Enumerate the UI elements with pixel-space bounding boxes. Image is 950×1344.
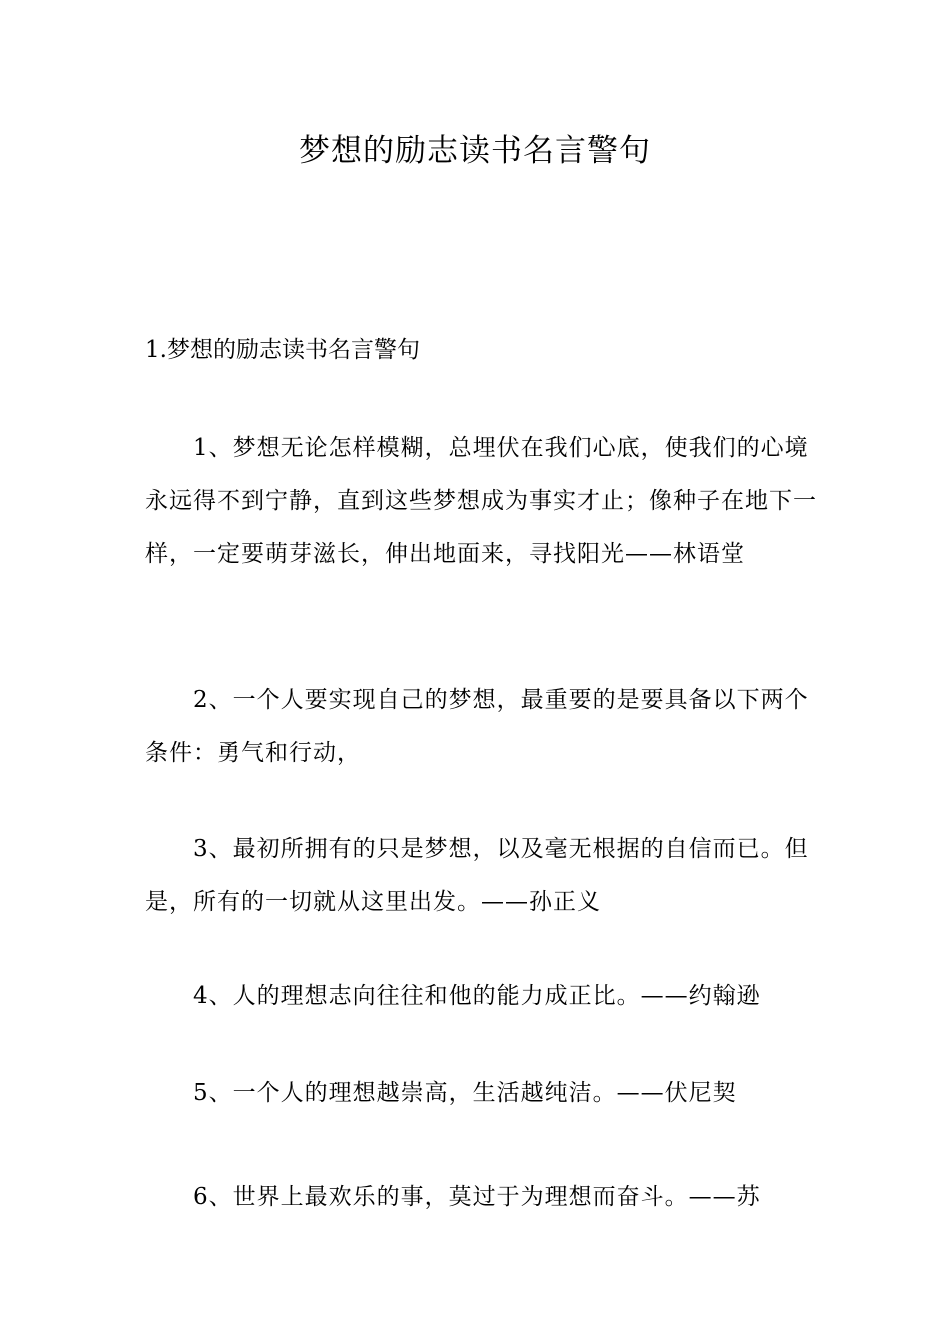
- document-title: 梦想的励志读书名言警句: [299, 133, 651, 169]
- quote-paragraph-2: 2、一个人要实现自己的梦想，最重要的是要具备以下两个条件：勇气和行动，: [145, 687, 809, 766]
- quote-paragraph-1: 1、梦想无论怎样模糊，总埋伏在我们心底，使我们的心境永远得不到宁静，直到这些梦想成为事实才止；像种子在地下一样，一定要萌芽滋长，伸出地面来，寻找阳光——林语堂: [145, 435, 817, 567]
- quote-paragraph-4: 4、人的理想志向往往和他的能力成正比。——约翰逊: [193, 983, 761, 1009]
- quote-paragraph-5: 5、一个人的理想越崇高，生活越纯洁。——伏尼契: [193, 1080, 737, 1106]
- quote-paragraph-3: 3、最初所拥有的只是梦想，以及毫无根据的自信而已。但是，所有的一切就从这里出发。——孙正义: [145, 836, 809, 915]
- quote-paragraph-6: 6、世界上最欢乐的事，莫过于为理想而奋斗。——苏: [193, 1184, 761, 1210]
- section-heading: 1.梦想的励志读书名言警句: [145, 337, 420, 363]
